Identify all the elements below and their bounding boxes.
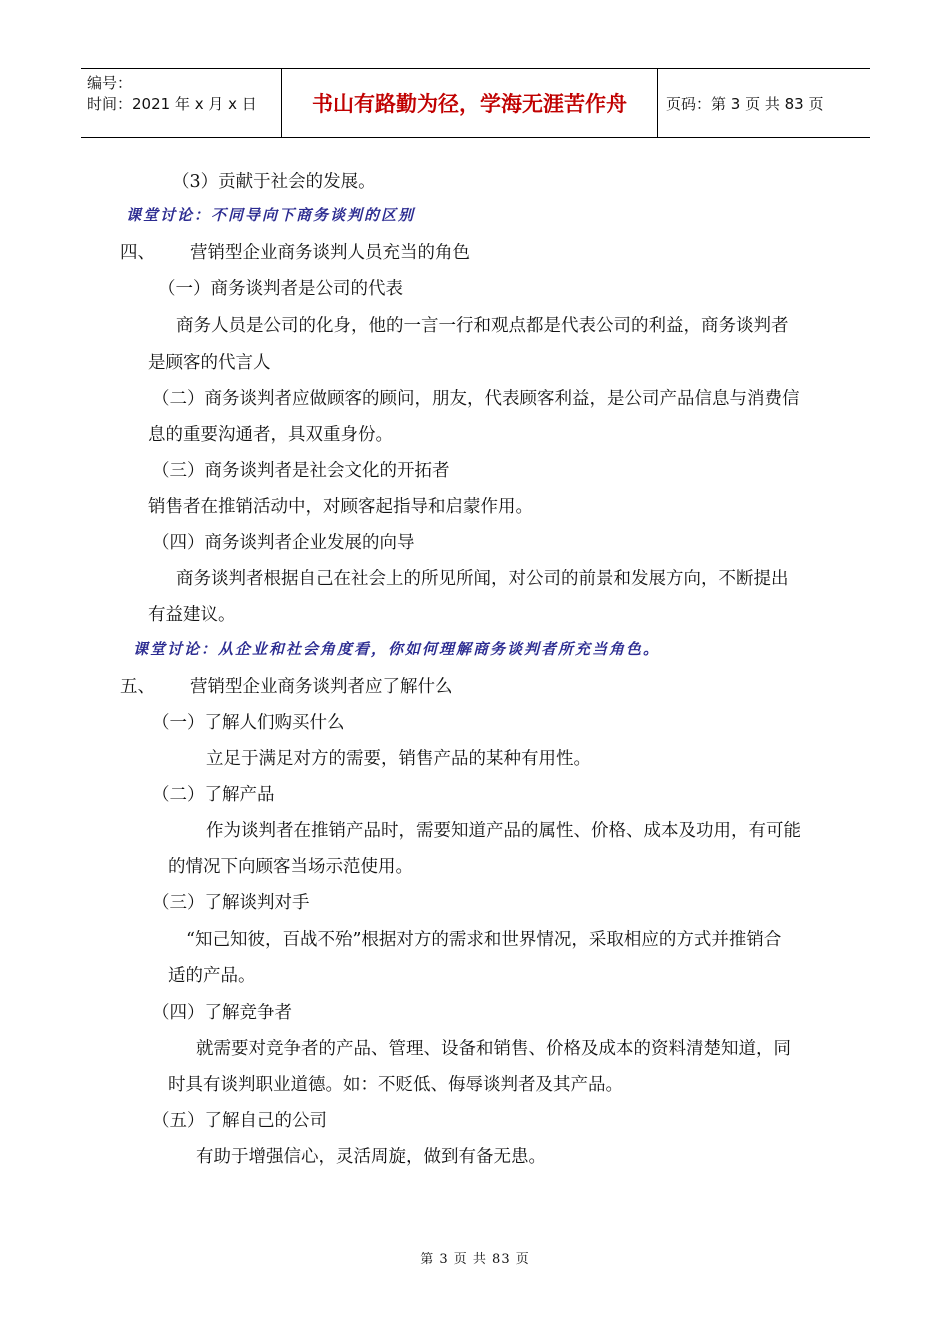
body-line: （四）商务谈判者企业发展的向导 [152,533,415,553]
body-line: （五）了解自己的公司 [152,1111,327,1131]
body-line: （一）商务谈判者是公司的代表 [158,279,403,299]
section-title: 营销型企业商务谈判者应了解什么 [190,677,453,697]
header-page-info: 页码：第 3 页 共 83 页 [666,94,824,113]
body-line: 立足于满足对方的需要，销售产品的某种有用性。 [206,749,591,769]
document-number-label: 编号： [87,74,133,92]
section-title: 营销型企业商务谈判人员充当的角色 [190,243,470,263]
class-discussion-note: 课堂讨论：从企业和社会角度看，你如何理解商务谈判者所充当角色。 [133,640,661,658]
section-number: 五、 [120,677,155,697]
body-line: “知己知彼，百战不殆”根据对方的需求和世界情况，采取相应的方式并推销合 [186,930,782,950]
body-line: 是顾客的代言人 [148,353,271,373]
body-line: 商务谈判者根据自己在社会上的所见所闻，对公司的前景和发展方向，不断提出 [176,569,789,589]
body-line: 息的重要沟通者，具双重身份。 [148,425,393,445]
body-line: （二）了解产品 [152,785,275,805]
body-line: 适的产品。 [168,966,256,986]
section-number: 四、 [120,243,155,263]
body-line: 商务人员是公司的化身，他的一言一行和观点都是代表公司的利益，商务谈判者 [176,316,789,336]
page-header [81,68,870,138]
body-line: 就需要对竞争者的产品、管理、设备和销售、价格及成本的资料清楚知道，同 [196,1039,791,1059]
body-line: （二）商务谈判者应做顾客的顾问，朋友，代表顾客利益，是公司产品信息与消费信 [152,389,800,409]
body-line: 有助于增强信心，灵活周旋，做到有备无患。 [196,1147,546,1167]
section-heading-5 [120,675,453,699]
body-line: 的情况下向顾客当场示范使用。 [168,857,413,877]
body-line: 作为谈判者在推销产品时，需要知道产品的属性、价格、成本及功用，有可能 [206,821,801,841]
body-line: （三）了解谈判对手 [152,893,310,913]
header-motto: 书山有路勤为径，学海无涯苦作舟 [282,69,658,137]
body-line: 有益建议。 [148,605,236,625]
body-line: （3）贡献于社会的发展。 [172,172,376,192]
page-footer: 第 3 页 共 83 页 [420,1252,530,1267]
section-heading-4 [120,241,470,265]
body-line: 时具有谈判职业道德。如：不贬低、侮辱谈判者及其产品。 [168,1075,623,1095]
body-line: 销售者在推销活动中，对顾客起指导和启蒙作用。 [148,497,533,517]
header-meta [81,69,282,137]
document-date: 时间：2021 年 x 月 x 日 [87,95,257,113]
body-line: （三）商务谈判者是社会文化的开拓者 [152,461,450,481]
class-discussion-note: 课堂讨论：不同导向下商务谈判的区别 [126,206,416,224]
body-line: （一）了解人们购买什么 [152,713,345,733]
body-line: （四）了解竞争者 [152,1003,292,1023]
